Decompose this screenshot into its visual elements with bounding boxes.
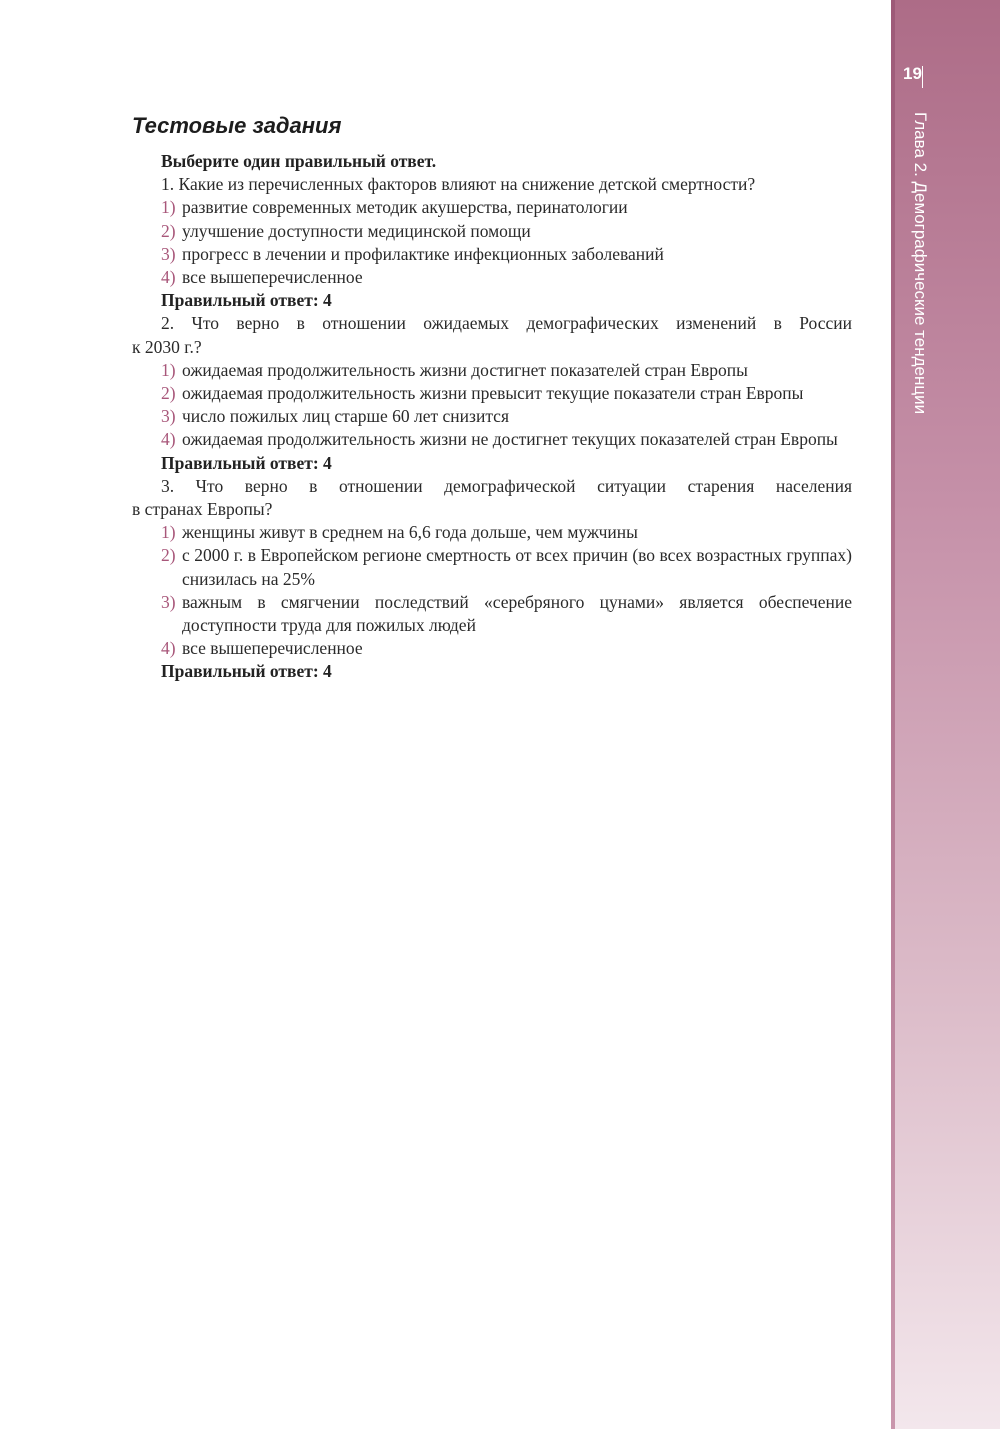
answer-option <box>132 405 852 428</box>
option-text: женщины живут в среднем на 6,6 года дольше, чем мужчины <box>182 522 638 543</box>
option-text: прогресс в лечении и профилактике инфекционных заболеваний <box>182 243 664 264</box>
section-title: Тестовые задания <box>132 113 342 138</box>
option-number: 2) <box>161 545 176 566</box>
question-2 <box>132 312 852 474</box>
option-number: 2) <box>161 383 176 404</box>
running-head: Глава 2. Демографические тенденции <box>911 112 930 415</box>
question-text-line-2: к 2030 г.? <box>132 336 202 357</box>
option-number: 1) <box>161 522 176 543</box>
answer-option <box>132 220 852 243</box>
answer-option <box>132 637 852 660</box>
test-section <box>132 111 852 684</box>
option-number: 2) <box>161 220 176 241</box>
option-number: 4) <box>161 638 176 659</box>
option-number: 1) <box>161 197 176 218</box>
question-3 <box>132 475 852 684</box>
page-number-separator <box>922 66 923 88</box>
answer-option <box>132 591 852 637</box>
option-number: 3) <box>161 591 176 612</box>
answer-option <box>132 196 852 219</box>
option-text: ожидаемая продолжительность жизни не достигнет текущих показателей стран Европы <box>182 429 838 450</box>
correct-answer: Правильный ответ: 4 <box>161 661 332 682</box>
option-text: все вышеперечисленное <box>182 638 363 659</box>
option-text: улучшение доступности медицинской помощи <box>182 220 531 241</box>
option-text: ожидаемая продолжительность жизни достигнет показателей стран Европы <box>182 359 748 380</box>
option-number: 3) <box>161 243 176 264</box>
option-text: с 2000 г. в Европейском регионе смертность от всех причин (во всех возрастных группах) снизилась на 25% <box>182 545 852 589</box>
question-text-line-1: 3. Что верно в отношении демографической ситуации старения населения <box>161 475 852 496</box>
option-number: 4) <box>161 429 176 450</box>
option-number: 1) <box>161 359 176 380</box>
answer-option <box>132 266 852 289</box>
correct-answer: Правильный ответ: 4 <box>161 290 332 311</box>
question-1 <box>132 173 852 312</box>
answer-option <box>132 544 852 590</box>
option-number: 3) <box>161 406 176 427</box>
question-text: 1. Какие из перечисленных факторов влияют на снижение детской смертности? <box>161 174 756 195</box>
option-text: ожидаемая продолжительность жизни превысит текущие показатели стран Европы <box>182 383 804 404</box>
answer-option <box>132 428 852 451</box>
option-text: развитие современных методик акушерства, перинатологии <box>182 197 628 218</box>
correct-answer: Правильный ответ: 4 <box>161 452 332 473</box>
option-text: важным в смягчении последствий «серебряного цунами» является обеспечение доступности труда для пожилых людей <box>182 591 852 636</box>
sidebar-edge-line <box>891 0 895 1429</box>
answer-option <box>132 521 852 544</box>
question-text-line-1: 2. Что верно в отношении ожидаемых демографических изменений в России <box>161 313 852 334</box>
option-text: число пожилых лиц старше 60 лет снизится <box>182 406 509 427</box>
page-number: 19 <box>903 64 922 83</box>
answer-option <box>132 382 852 405</box>
answer-option <box>132 243 852 266</box>
sidebar-band <box>891 0 1000 1429</box>
instruction: Выберите один правильный ответ. <box>161 151 437 171</box>
answer-option <box>132 359 852 382</box>
question-text-line-2: в странах Европы? <box>132 499 273 520</box>
option-text: все вышеперечисленное <box>182 267 363 288</box>
option-number: 4) <box>161 267 176 288</box>
